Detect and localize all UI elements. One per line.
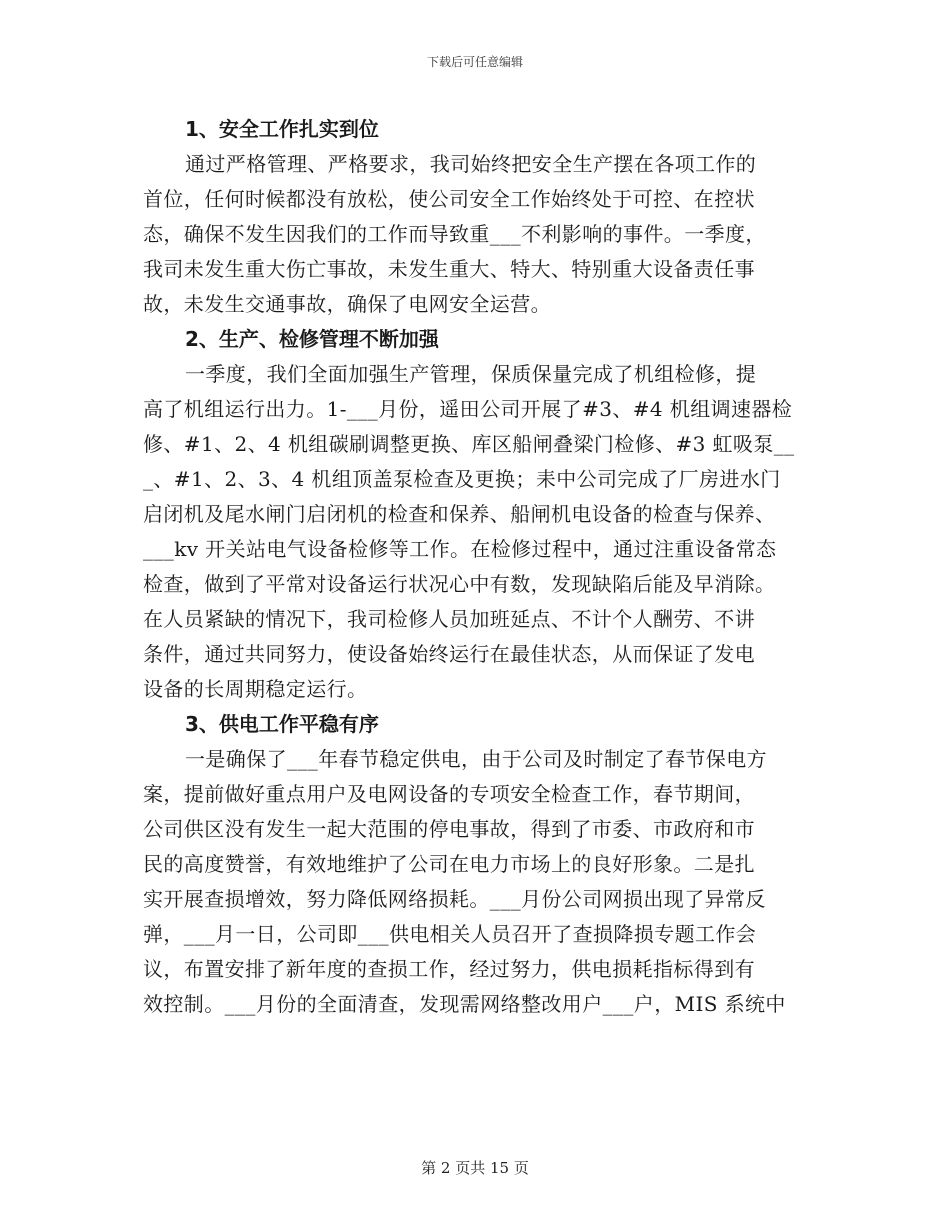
text-line: 启闭机及尾水闸门启闭机的检查和保养、船闸机电设备的检查与保养、 (143, 502, 776, 526)
text-line: 故，未发生交通事故，确保了电网安全运营。 (143, 292, 551, 316)
text-line: 公司供区没有发生一起大范围的停电事故，得到了市委、市政府和市 (143, 817, 755, 841)
section-paragraph-2 (143, 357, 809, 707)
page-header: 下载后可任意编辑 (426, 55, 523, 69)
text-line: 态，确保不发生因我们的工作而导致重___不利影响的事件。一季度， (143, 222, 766, 246)
text-line: 通过严格管理、严格要求，我司始终把安全生产摆在各项工作的 (185, 152, 757, 176)
text-line: 民的高度赞誉，有效地维护了公司在电力市场上的良好形象。二是扎 (143, 852, 755, 876)
page-footer: 第 2 页共 15 页 (421, 1159, 529, 1177)
text-line: 检查，做到了平常对设备运行状况心中有数，发现缺陷后能及早消除。 (143, 572, 776, 596)
section-heading-1: 1、安全工作扎实到位 (185, 117, 379, 141)
section-paragraph-3 (143, 742, 809, 1022)
text-line: 弹，___月一日，公司即___供电相关人员召开了查损降损专题工作会 (143, 922, 757, 946)
text-line: 首位，任何时候都没有放松，使公司安全工作始终处于可控、在控状 (143, 187, 755, 211)
text-line: 实开展查损增效，努力降低网络损耗。___月份公司网损出现了异常反 (143, 887, 766, 911)
text-line: 高了机组运行出力。1-___月份，遥田公司开展了#3、#4 机组调速器检 (143, 397, 793, 421)
text-line: _、#1、2、3、4 机组顶盖泵检查及更换；耒中公司完成了厂房进水门 (143, 467, 781, 491)
text-line: 在人员紧缺的情况下，我司检修人员加班延点、不计个人酬劳、不讲 (143, 607, 755, 631)
text-line: 一季度，我们全面加强生产管理，保质保量完成了机组检修，提 (185, 362, 757, 386)
text-line: 条件，通过共同努力，使设备始终运行在最佳状态，从而保证了发电 (143, 642, 755, 666)
section-paragraph-1 (143, 147, 809, 322)
text-line: 设备的长周期稳定运行。 (143, 677, 368, 701)
text-line: ___kv 开关站电气设备检修等工作。在检修过程中，通过注重设备常态 (143, 537, 777, 561)
text-line: 修、#1、2、4 机组碳刷调整更换、库区船闸叠梁门检修、#3 虹吸泵__ (143, 432, 795, 456)
document-body (143, 112, 809, 1022)
text-line: 案，提前做好重点用户及电网设备的专项安全检查工作，春节期间， (143, 782, 755, 806)
text-line: 议，布置安排了新年度的查损工作，经过努力，供电损耗指标得到有 (143, 957, 755, 981)
text-line: 我司未发生重大伤亡事故，未发生重大、特大、特别重大设备责任事 (143, 257, 755, 281)
section-heading-3: 3、供电工作平稳有序 (185, 712, 379, 736)
text-line: 效控制。___月份的全面清查，发现需网络整改用户___户，MIS 系统中 (143, 992, 786, 1016)
section-heading-2: 2、生产、检修管理不断加强 (185, 327, 439, 351)
text-line: 一是确保了___年春节稳定供电，由于公司及时制定了春节保电方 (185, 747, 767, 771)
